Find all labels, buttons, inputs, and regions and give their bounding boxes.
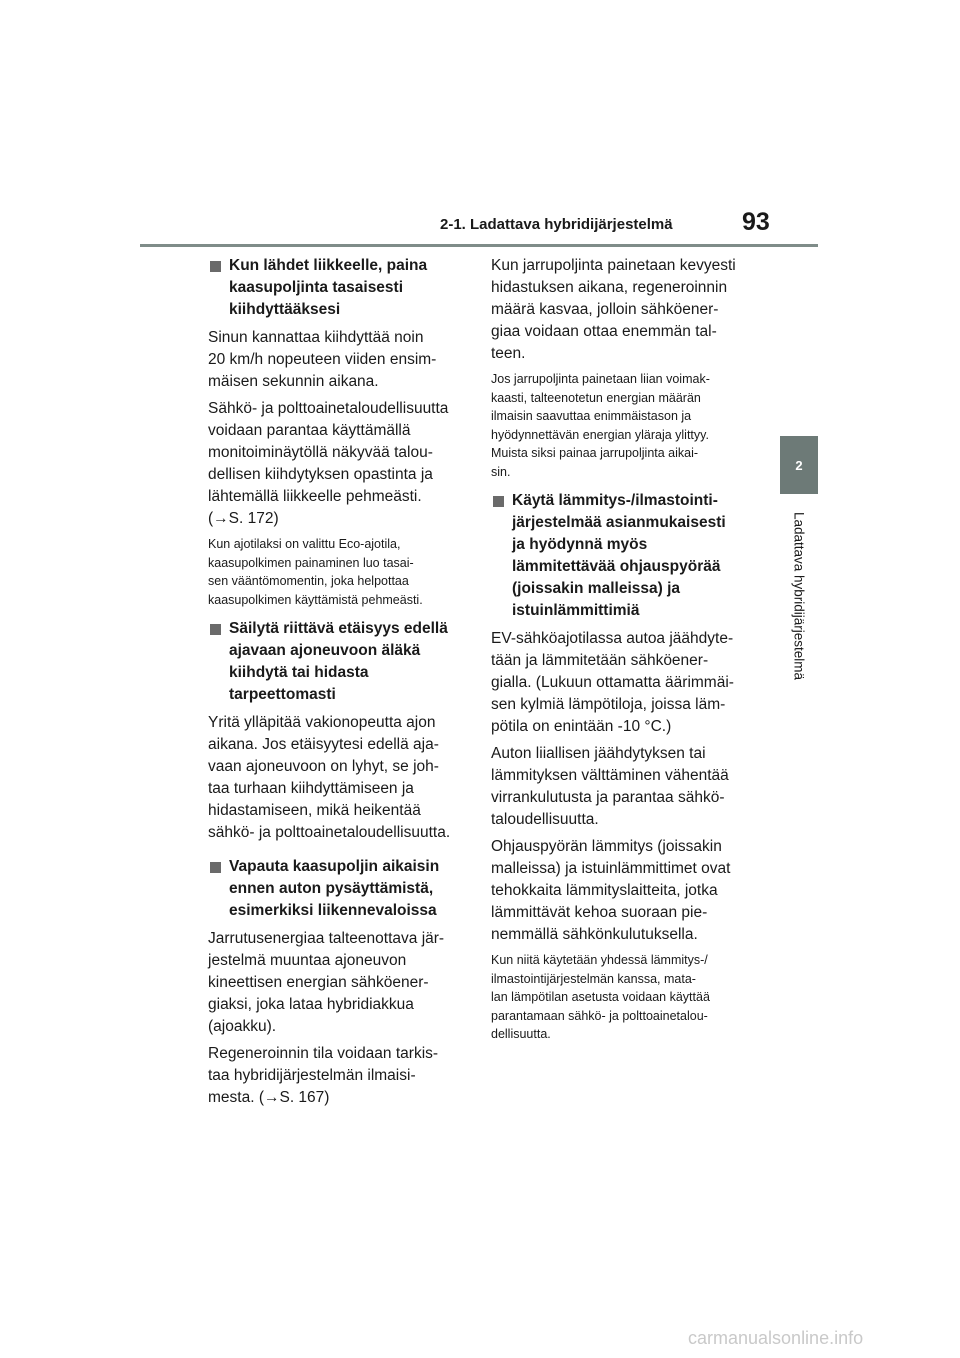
- watermark: carmanualsonline.info: [688, 1328, 864, 1348]
- right-column: [491, 255, 751, 1053]
- square-bullet-icon: [210, 862, 221, 873]
- square-bullet-icon: [210, 261, 221, 272]
- heading-text: Kun lähdet liikkeelle, paina kaasupoljinta tasaisesti kiihdyttääksesi: [229, 257, 428, 318]
- paragraph: Sinun kannattaa kiihdyttää noin 20 km/h nopeuteen viiden ensim- mäisen sekunnin aikana.: [208, 329, 437, 390]
- left-column: [208, 255, 468, 1114]
- paragraph: Auton liiallisen jäähdytyksen tai lämmityksen välttäminen vähentää virrankulutusta ja parantaa sähkö- taloudellisuutta.: [491, 745, 729, 828]
- paragraph: Yritä ylläpitää vakionopeutta ajon aikana. Jos etäisyytesi edellä aja- vaan ajoneuvoon on lyhyt, se joh- taa turhaan kiihdyttämiseen ja hidastamiseen, mikä heikentää sähkö- ja polttoainetaloudellisuutta.: [208, 714, 451, 841]
- paragraph: Ohjauspyörän lämmitys (joissakin malleissa) ja istuinlämmittimet ovat tehokkaita lämmityslaitteita, jotka lämmittävät kehoa suoraan pie- nemmällä sähkönkulutuksella.: [491, 838, 731, 943]
- section-heading: [491, 490, 751, 622]
- heading-text: Säilytä riittävä etäisyys edellä ajavaan ajoneuvoon äläkä kiihdytä tai hidasta tarpeettomasti: [229, 620, 448, 703]
- heading-text: Käytä lämmitys-/ilmastointi- järjestelmää asianmukaisesti ja hyödynnä myös lämmitettävää ohjauspyörää (joissakin malleissa) ja istuinlämmittimiä: [512, 492, 726, 619]
- note-text: Kun niitä käytetään yhdessä lämmitys-/ ilmastointijärjestelmän kanssa, mata- lan lämpötilan asetusta voidaan käyttää parantamaan sähkö- ja polttoainetalou- dellisuutta.: [491, 953, 710, 1041]
- section-heading: [208, 618, 468, 706]
- chapter-number: 2: [795, 457, 803, 473]
- page-number: 93: [742, 208, 770, 236]
- paragraph: Kun jarrupoljinta painetaan kevyesti hidastuksen aikana, regeneroinnin määrä kasvaa, jolloin sähköener- giaa voidaan ottaa enemmän tal- teen.: [491, 257, 736, 362]
- paragraph: Regeneroinnin tila voidaan tarkis- taa hybridijärjestelmän ilmaisi- mesta. (→S. 167): [208, 1045, 439, 1106]
- chapter-tab: [780, 436, 818, 494]
- chapter-label: Ladattava hybridijärjestelmä: [791, 511, 807, 681]
- square-bullet-icon: [210, 624, 221, 635]
- paragraph: Jarrutusenergiaa talteenottava jär- jestelmä muuntaa ajoneuvon kineettisen energian sähköener- giaksi, joka lataa hybridiakkua (ajoakku).: [208, 930, 445, 1035]
- paragraph: EV-sähköajotilassa autoa jäähdyte- tään ja lämmitetään sähköener- gialla. (Lukuun ottamatta äärimmäi- sen kylmiä lämpötiloja, joissa läm- pötila on enintään -10 °C.): [491, 630, 734, 735]
- paragraph: Sähkö- ja polttoainetaloudellisuutta voidaan parantaa käyttämällä monitoiminäytöllä näkyvää talou- dellisen kiihdytyksen opastinta ja lähtemällä liikkeelle pehmeästi. (→S. 172): [208, 400, 449, 527]
- square-bullet-icon: [493, 496, 504, 507]
- section-heading: [208, 255, 468, 321]
- section-heading: [208, 856, 468, 922]
- header-divider: [140, 244, 818, 247]
- note-text: Jos jarrupoljinta painetaan liian voimak- kaasti, talteenotetun energian määrän ilmaisin saavuttaa enimmäistason ja hyödynnettävän energian yläraja ylittyy. Muista siksi painaa jarrupoljinta aikai- sin.: [491, 372, 710, 479]
- heading-text: Vapauta kaasupoljin aikaisin ennen auton pysäyttämistä, esimerkiksi liikennevaloissa: [229, 858, 440, 919]
- section-title: 2-1. Ladattava hybridijärjestelmä: [440, 216, 673, 233]
- note-text: Kun ajotilaksi on valittu Eco-ajotila, kaasupolkimen painaminen luo tasai- sen vääntömomentin, joka helpottaa kaasupolkimen käyttämistä pehmeästi.: [208, 537, 423, 607]
